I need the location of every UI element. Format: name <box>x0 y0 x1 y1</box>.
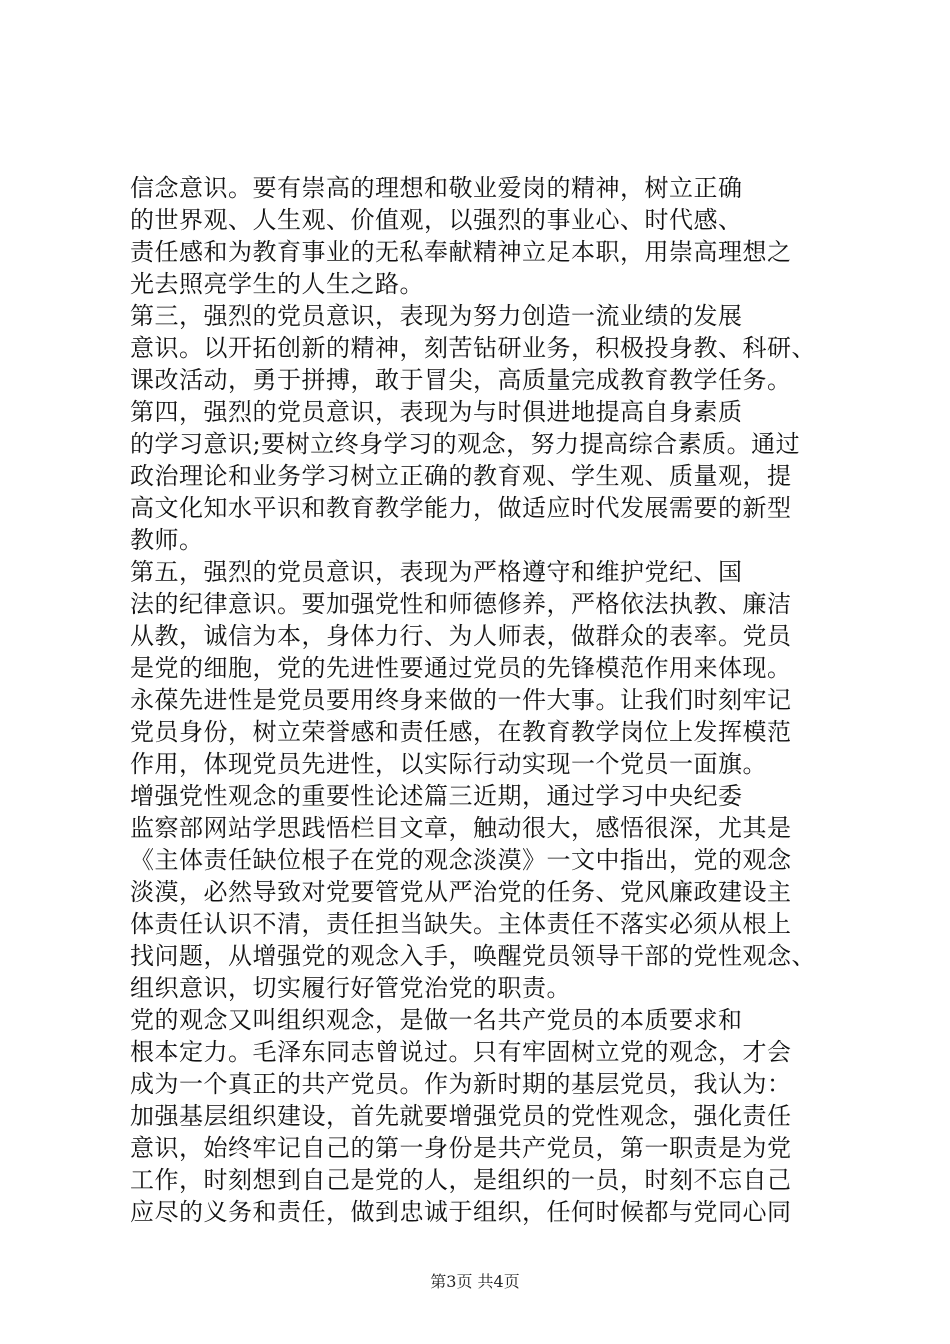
body-line: 应尽的义务和责任，做到忠诚于组织，任何时候都与党同心同 <box>130 1198 792 1226</box>
body-line: 从教，诚信为本，身体力行、为人师表，做群众的表率。党员 <box>130 622 792 650</box>
body-line: 工作，时刻想到自己是党的人，是组织的一员，时刻不忘自己 <box>130 1166 792 1194</box>
body-line: 责任感和为教育事业的无私奉献精神立足本职，用崇高理想之 <box>130 238 792 266</box>
body-line: 光去照亮学生的人生之路。 <box>130 270 424 298</box>
body-line: 教师。 <box>130 526 204 554</box>
body-line: 第三，强烈的党员意识，表现为努力创造一流业绩的发展 <box>130 302 743 330</box>
body-line: 法的纪律意识。要加强党性和师德修养，严格依法执教、廉洁 <box>130 590 792 618</box>
body-line: 是党的细胞，党的先进性要通过党员的先锋模范作用来体现。 <box>130 654 792 682</box>
body-line: 的世界观、人生观、价值观，以强烈的事业心、时代感、 <box>130 206 743 234</box>
body-line: 作用，体现党员先进性，以实际行动实现一个党员一面旗。 <box>130 750 767 778</box>
body-line: 课改活动，勇于拼搏，敢于冒尖，高质量完成教育教学任务。 <box>130 366 792 394</box>
body-line: 党的观念又叫组织观念，是做一名共产党员的本质要求和 <box>130 1006 743 1034</box>
body-line: 加强基层组织建设，首先就要增强党员的党性观念，强化责任 <box>130 1102 792 1130</box>
body-line: 成为一个真正的共产党员。作为新时期的基层党员，我认为： <box>130 1070 792 1098</box>
body-line: 增强党性观念的重要性论述篇三近期，通过学习中央纪委 <box>130 782 743 810</box>
body-line: 高文化知水平识和教育教学能力，做适应时代发展需要的新型 <box>130 494 792 522</box>
body-line: 意识。以开拓创新的精神，刻苦钻研业务，积极投身教、科研、 <box>130 334 816 362</box>
body-line: 的学习意识;要树立终身学习的观念，努力提高综合素质。通过 <box>130 430 801 458</box>
body-line: 意识，始终牢记自己的第一身份是共产党员，第一职责是为党 <box>130 1134 792 1162</box>
body-line: 淡漠，必然导致对党要管党从严治党的任务、党风廉政建设主 <box>130 878 792 906</box>
body-line: 永葆先进性是党员要用终身来做的一件大事。让我们时刻牢记 <box>130 686 792 714</box>
body-line: 《主体责任缺位根子在党的观念淡漠》一文中指出，党的观念 <box>130 846 792 874</box>
body-line: 监察部网站学思践悟栏目文章，触动很大，感悟很深，尤其是 <box>130 814 792 842</box>
body-line: 根本定力。毛泽东同志曾说过。只有牢固树立党的观念，才会 <box>130 1038 792 1066</box>
body-line: 信念意识。要有崇高的理想和敬业爱岗的精神，树立正确 <box>130 174 743 202</box>
body-line: 第四，强烈的党员意识，表现为与时俱进地提高自身素质 <box>130 398 743 426</box>
body-line: 找问题，从增强党的观念入手，唤醒党员领导干部的党性观念、 <box>130 942 816 970</box>
body-line: 组织意识，切实履行好管党治党的职责。 <box>130 974 571 1002</box>
body-line: 第五，强烈的党员意识，表现为严格遵守和维护党纪、国 <box>130 558 743 586</box>
body-line: 党员身份，树立荣誉感和责任感，在教育教学岗位上发挥模范 <box>130 718 792 746</box>
page-number-footer: 第3页 共4页 <box>430 1272 520 1291</box>
body-line: 政治理论和业务学习树立正确的教育观、学生观、质量观，提 <box>130 462 792 490</box>
body-line: 体责任认识不清，责任担当缺失。主体责任不落实必须从根上 <box>130 910 792 938</box>
